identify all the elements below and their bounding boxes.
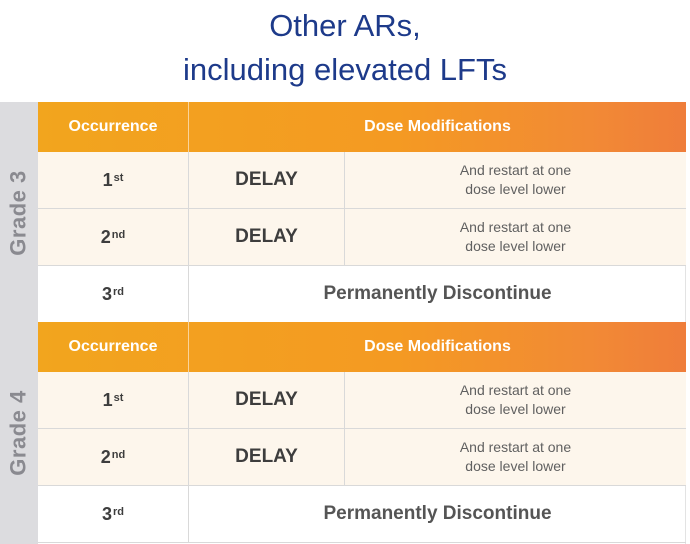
- grade-3-header-row: [38, 102, 686, 152]
- occurrence-cell: 2 $^{nd}$: [38, 209, 189, 265]
- action-cell: DELAY: [189, 429, 345, 485]
- page-title: [0, 4, 690, 92]
- action-cell: DELAY: [189, 209, 345, 265]
- action-cell: DELAY: [189, 372, 345, 428]
- occurrence-header: Occurrence: [38, 322, 189, 372]
- occurrence-cell: 3 $^{rd}$: [38, 486, 189, 542]
- discontinue-cell: Permanently Discontinue: [323, 503, 552, 524]
- note-cell: And restart at one dose level lower: [459, 219, 572, 254]
- occurrence-cell: 1 $^{st}$: [38, 372, 189, 428]
- grade-3-label: Grade 3: [6, 169, 31, 256]
- note-cell: And restart at one dose level lower: [459, 382, 572, 417]
- table-row: [38, 209, 686, 266]
- table-row: [38, 372, 686, 429]
- title-line-1: Other ARs,: [269, 8, 421, 43]
- table-row: [38, 486, 686, 543]
- dose-modifications-header: Dose Modifications: [364, 118, 511, 135]
- note-cell: And restart at one dose level lower: [459, 162, 572, 197]
- table-row: [38, 429, 686, 486]
- discontinue-cell: Permanently Discontinue: [323, 283, 552, 304]
- occurrence-cell: 3 $^{rd}$: [38, 266, 189, 322]
- grade-4-label: Grade 4: [6, 390, 31, 476]
- title-line-2: including elevated LFTs: [183, 52, 507, 87]
- grade-4-header-row: [38, 322, 686, 372]
- grade-3-label-bar: [0, 102, 38, 323]
- grade-4-table: [38, 322, 686, 544]
- table-row: [38, 266, 686, 323]
- note-cell: And restart at one dose level lower: [459, 439, 572, 474]
- occurrence-header: Occurrence: [38, 102, 189, 152]
- action-cell: DELAY: [189, 152, 345, 208]
- grade-3-table: [38, 102, 686, 323]
- occurrence-cell: 2 $^{nd}$: [38, 429, 189, 485]
- dose-modifications-header: Dose Modifications: [364, 338, 511, 355]
- occurrence-cell: 1 $^{st}$: [38, 152, 189, 208]
- grade-3-section: [0, 102, 690, 323]
- table-row: [38, 152, 686, 209]
- grade-4-section: [0, 322, 690, 544]
- grade-4-label-bar: [0, 322, 38, 544]
